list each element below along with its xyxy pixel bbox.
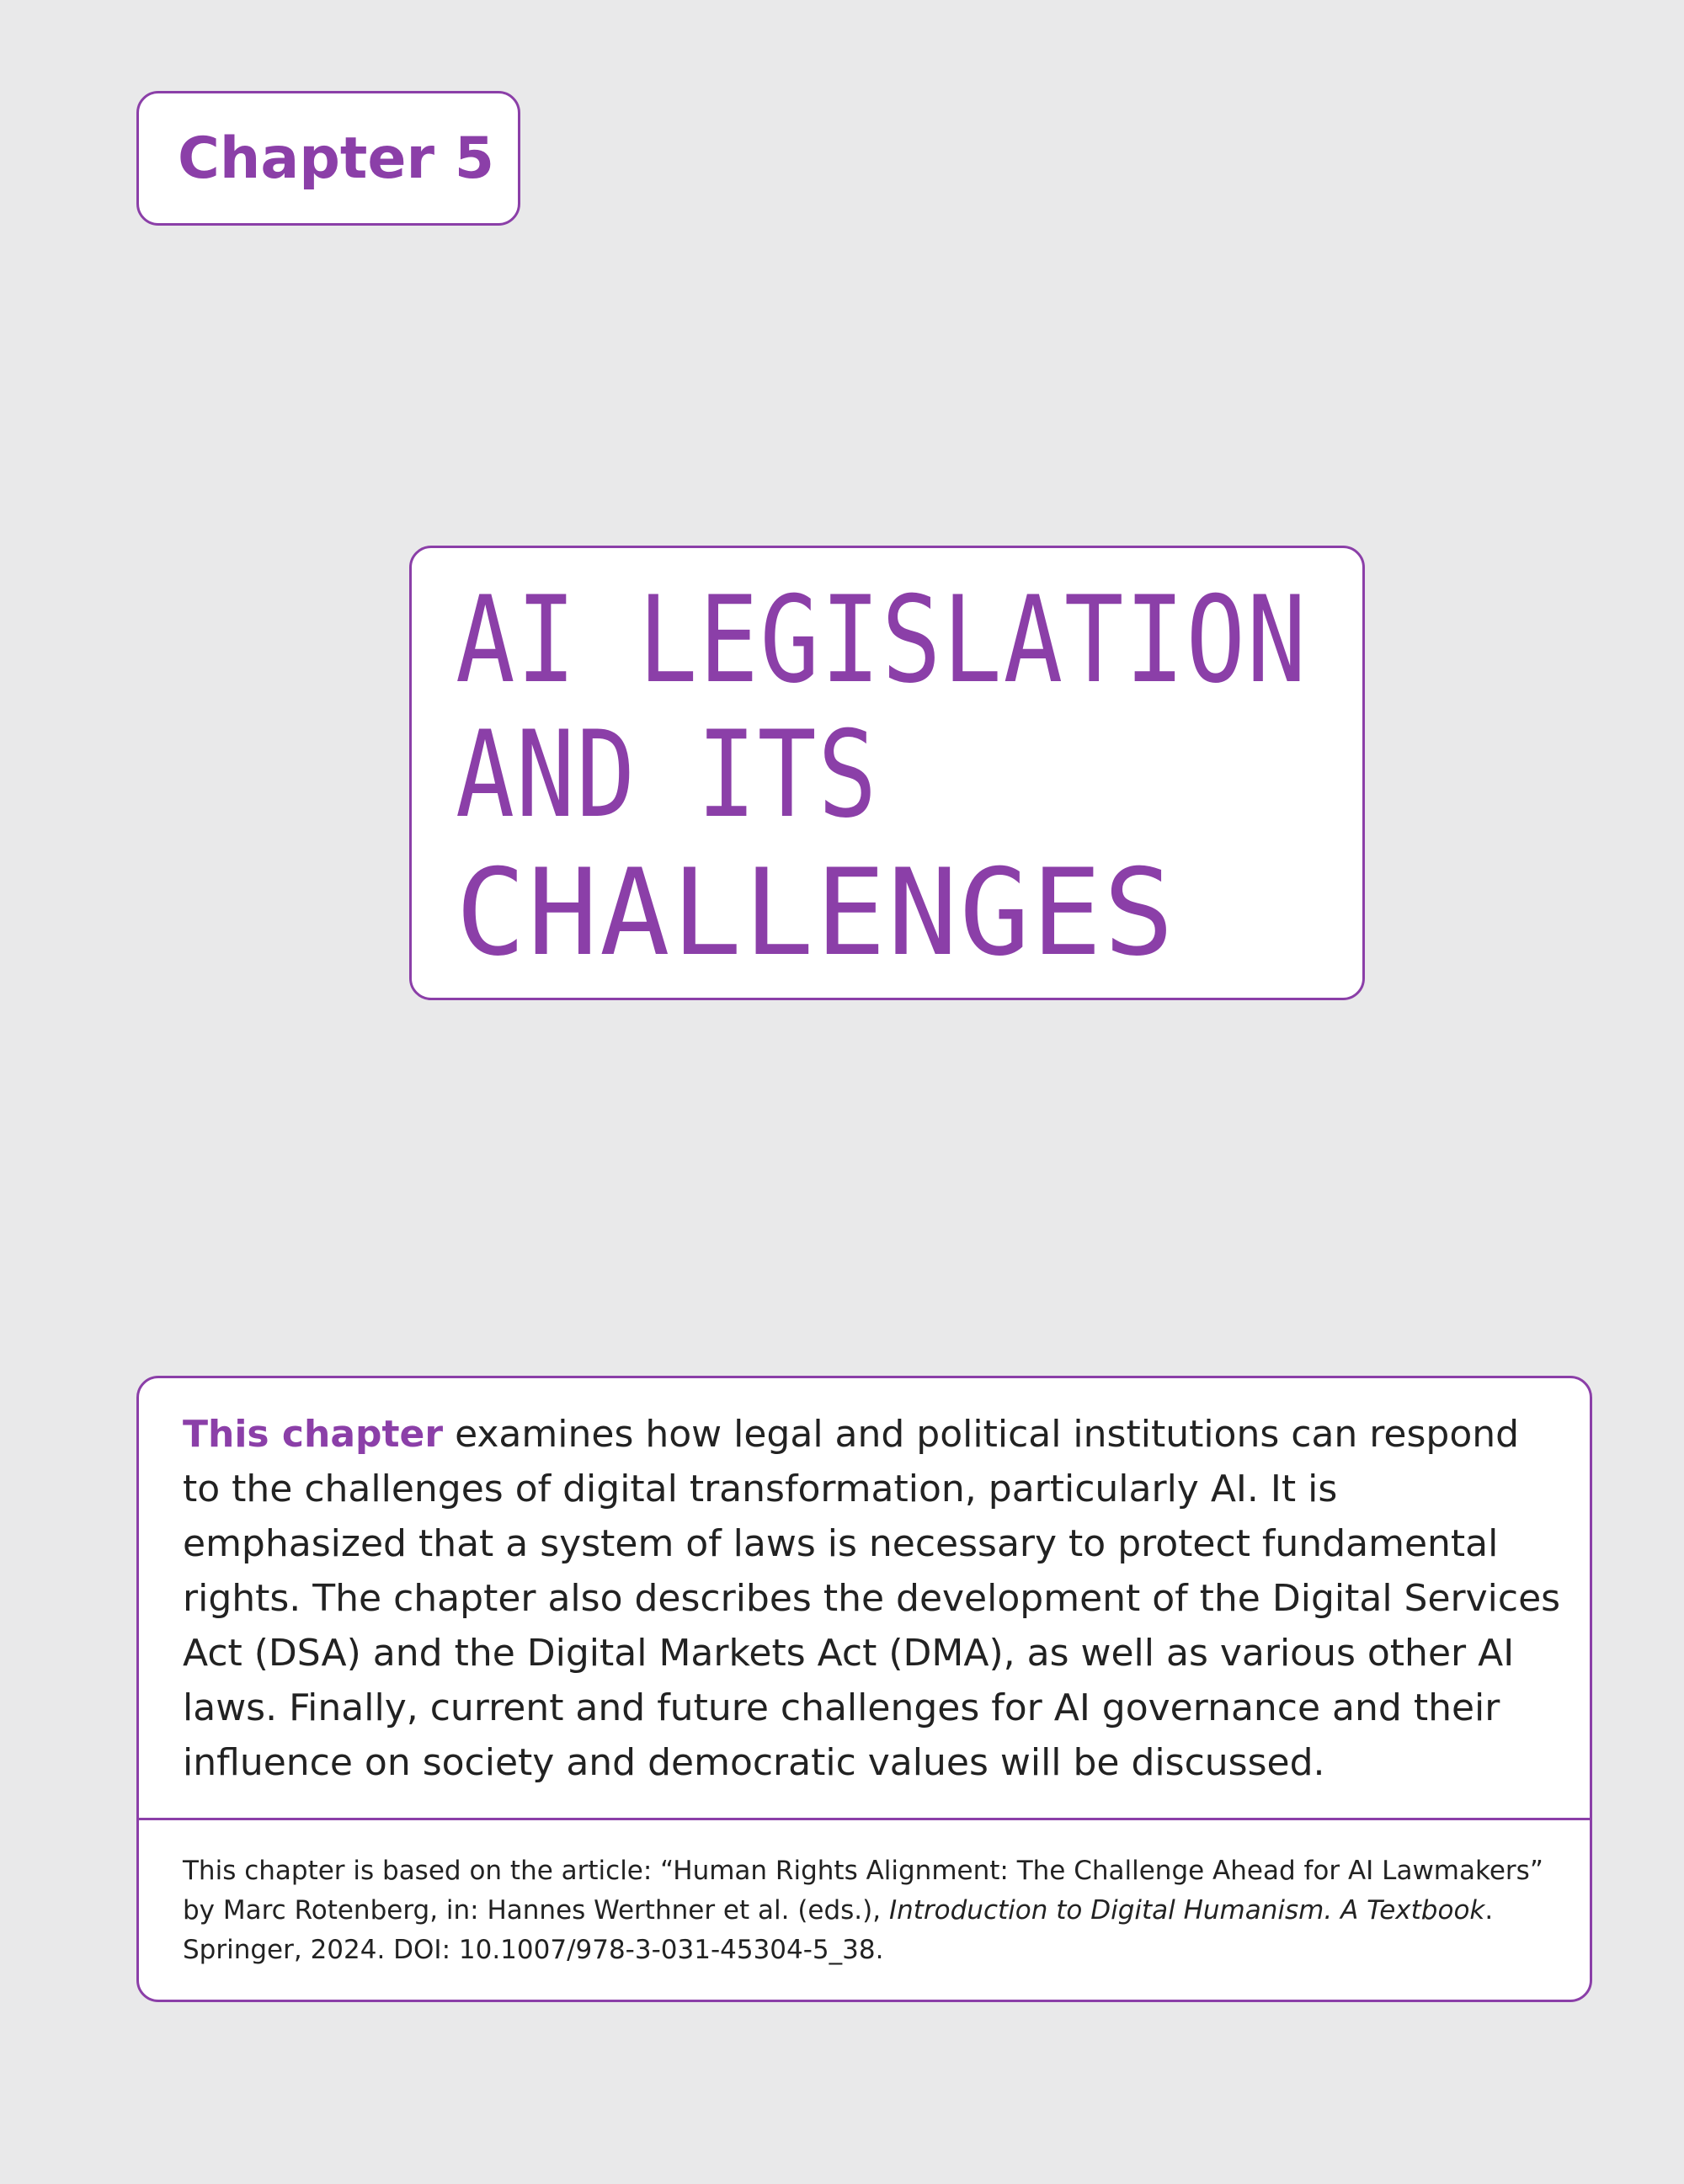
abstract-box (136, 1376, 1592, 2002)
abstract-body: examines how legal and political institutions can respond to the challenges of digital transformation, particularly AI. It is emphasized that a system of laws is necessary to protect fundamental rights. The chapter also describes the development of the Digital Services Act (DSA) and the Digital Markets Act (DMA), as well as various other AI laws. Finally, current and future challenges for AI governance and their influence on society and democratic values will be discussed. (183, 1413, 1561, 1784)
chapter-badge (136, 91, 520, 226)
source-note (183, 1851, 1564, 1970)
title-line-2: AND ITS (456, 706, 878, 844)
abstract-lead: This chapter (183, 1413, 444, 1456)
chapter-label: Chapter 5 (178, 125, 495, 192)
abstract-paragraph (183, 1407, 1564, 1790)
abstract-divider (139, 1818, 1590, 1820)
title-svg (412, 548, 1367, 1003)
source-note-prefix: This chapter is based on the article: “Human Rights Alignment: The Challenge Ahead for AI Lawmakers” by Marc Rotenberg, in: Hannes Werthner et al. (eds.), (183, 1856, 1543, 1926)
title-line-1: AI LEGISLATION (456, 571, 1308, 710)
title-box (409, 546, 1365, 1000)
title-line-3: CHALLENGES (456, 844, 1175, 983)
source-note-book-title: Introduction to Digital Humanism. A Textbook (888, 1895, 1485, 1926)
source-note-suffix: . Springer, 2024. DOI: 10.1007/978-3-031-45304-5_38. (183, 1895, 1494, 1965)
